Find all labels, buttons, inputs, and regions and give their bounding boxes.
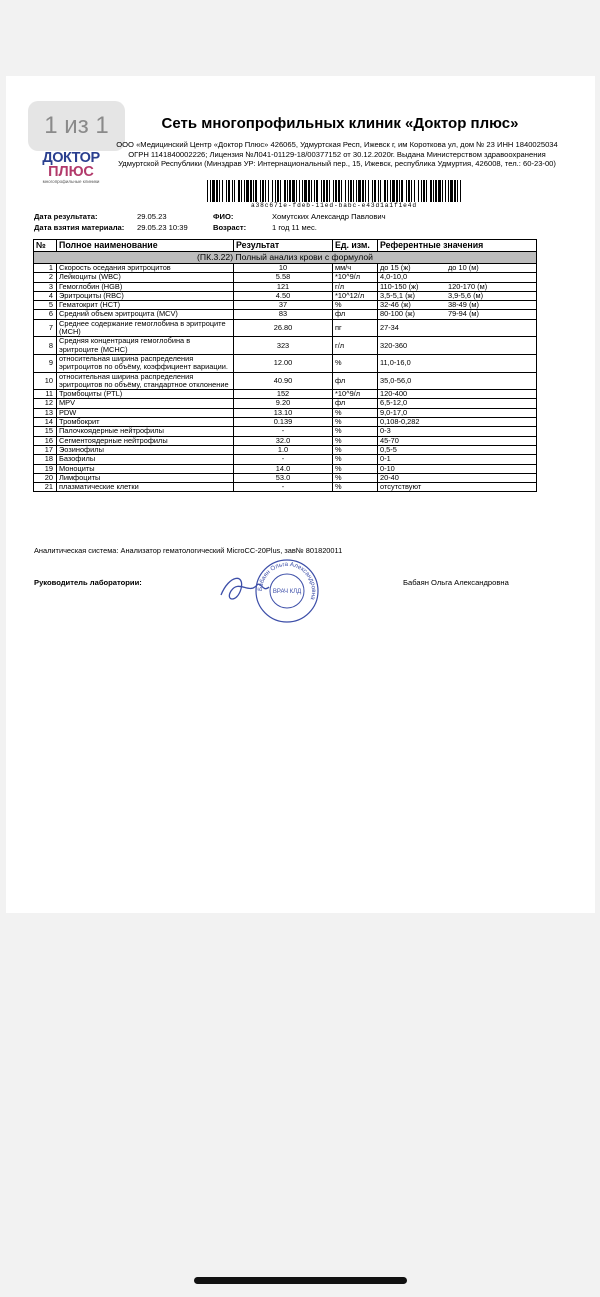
barcode-bar bbox=[316, 180, 318, 202]
row-number: 7 bbox=[34, 319, 57, 337]
table-row bbox=[34, 445, 537, 454]
reference-value: 6,5-12,0 bbox=[380, 398, 408, 408]
row-result: 4.50 bbox=[234, 291, 333, 300]
section-row bbox=[34, 252, 537, 264]
row-unit: мм/ч bbox=[333, 264, 378, 273]
row-number: 13 bbox=[34, 408, 57, 417]
barcode-bar bbox=[448, 180, 449, 202]
barcode-bar bbox=[212, 180, 215, 202]
reference-value: 0-1 bbox=[380, 454, 391, 464]
age-label: Возраст: bbox=[213, 223, 247, 232]
row-name: Тромбокрит bbox=[57, 418, 234, 427]
barcode-bar bbox=[460, 180, 461, 202]
barcode-bar bbox=[289, 180, 291, 202]
table-row bbox=[34, 310, 537, 319]
row-result: 10 bbox=[234, 264, 333, 273]
results-table bbox=[33, 239, 537, 492]
barcode-bar bbox=[442, 180, 443, 202]
row-reference bbox=[378, 445, 537, 454]
barcode-bar bbox=[348, 180, 349, 202]
barcode-bar bbox=[244, 180, 245, 202]
barcode-bar bbox=[246, 180, 249, 202]
row-number: 10 bbox=[34, 372, 57, 390]
barcode-bar bbox=[311, 180, 312, 202]
barcode-bar bbox=[329, 180, 330, 202]
row-name: MPV bbox=[57, 399, 234, 408]
barcode-bar bbox=[384, 180, 386, 202]
reference-value-secondary: 38-49 (м) bbox=[448, 300, 479, 310]
reference-value: 80-100 (ж) bbox=[380, 309, 415, 319]
row-reference bbox=[378, 301, 537, 310]
row-unit: % bbox=[333, 445, 378, 454]
barcode-bar bbox=[335, 180, 337, 202]
barcode-bar bbox=[365, 180, 366, 202]
lab-head-label: Руководитель лаборатории: bbox=[34, 578, 142, 587]
row-name: Моноциты bbox=[57, 464, 234, 473]
table-row bbox=[34, 408, 537, 417]
row-number: 9 bbox=[34, 354, 57, 372]
row-unit: % bbox=[333, 483, 378, 492]
reference-value: 4,0-10,0 bbox=[380, 272, 408, 282]
table-row bbox=[34, 337, 537, 355]
reference-value-secondary: 79-94 (м) bbox=[448, 309, 479, 319]
barcode-bar bbox=[345, 180, 346, 202]
barcode-bar bbox=[302, 180, 303, 202]
barcode-bar bbox=[411, 180, 412, 202]
row-result: 152 bbox=[234, 390, 333, 399]
barcode-bar bbox=[272, 180, 273, 202]
row-name: Сегментоядерные нейтрофилы bbox=[57, 436, 234, 445]
row-reference bbox=[378, 464, 537, 473]
row-number: 20 bbox=[34, 473, 57, 482]
section-title: (ПК.3.22) Полный анализ крови с формулой bbox=[34, 252, 537, 264]
row-result: 1.0 bbox=[234, 445, 333, 454]
barcode-bar bbox=[299, 180, 300, 202]
reference-value: 27-34 bbox=[380, 322, 399, 332]
row-unit: фл bbox=[333, 372, 378, 390]
table-row bbox=[34, 436, 537, 445]
barcode-bar bbox=[296, 180, 297, 202]
barcode-bar bbox=[457, 180, 458, 202]
result-date-label: Дата результата: bbox=[34, 212, 98, 221]
reference-value: 9,0-17,0 bbox=[380, 408, 408, 417]
row-unit: % bbox=[333, 455, 378, 464]
barcode-bar bbox=[253, 180, 254, 202]
barcode-bar bbox=[362, 180, 364, 202]
row-result: 13.10 bbox=[234, 408, 333, 417]
logo-line1: ДОКТОР bbox=[42, 150, 100, 166]
col-header-number: № bbox=[34, 240, 57, 252]
row-reference bbox=[378, 455, 537, 464]
barcode-bar bbox=[392, 180, 395, 202]
reference-value-secondary: 120-170 (м) bbox=[448, 282, 488, 291]
row-number: 14 bbox=[34, 418, 57, 427]
barcode-bar bbox=[314, 180, 315, 202]
row-unit: % bbox=[333, 408, 378, 417]
barcode-bar bbox=[356, 180, 357, 202]
barcode-bar bbox=[260, 180, 261, 202]
row-result: 37 bbox=[234, 301, 333, 310]
row-reference bbox=[378, 399, 537, 408]
barcode-bar bbox=[435, 180, 437, 202]
row-reference bbox=[378, 372, 537, 390]
barcode-bar bbox=[222, 180, 223, 202]
barcode-bar bbox=[255, 180, 257, 202]
col-header-unit: Ед. изм. bbox=[333, 240, 378, 252]
row-name: Средняя концентрация гемоглобина в эритроците (MCHC) bbox=[57, 337, 234, 355]
barcode-bar bbox=[228, 180, 230, 202]
barcode-bar bbox=[423, 180, 425, 202]
row-number: 19 bbox=[34, 464, 57, 473]
barcode-bar bbox=[372, 180, 373, 202]
row-number: 18 bbox=[34, 455, 57, 464]
barcode-bar bbox=[353, 180, 354, 202]
row-result: 0.139 bbox=[234, 418, 333, 427]
reference-value: 320-360 bbox=[380, 340, 408, 350]
barcode-bar bbox=[265, 180, 266, 202]
barcode-bar bbox=[426, 180, 427, 202]
barcode-bar bbox=[408, 180, 410, 202]
table-row bbox=[34, 264, 537, 273]
barcode-bar bbox=[210, 180, 211, 202]
row-name: Среднее содержание гемоглобина в эритроците (MCH) bbox=[57, 319, 234, 337]
table-row bbox=[34, 372, 537, 390]
row-unit: % bbox=[333, 464, 378, 473]
reference-value-secondary: до 10 (м) bbox=[448, 263, 479, 272]
barcode-bar bbox=[292, 180, 295, 202]
row-number: 4 bbox=[34, 291, 57, 300]
barcode-bar bbox=[368, 180, 369, 202]
row-name: Скорость оседания эритроцитов bbox=[57, 264, 234, 273]
table-row bbox=[34, 390, 537, 399]
row-reference bbox=[378, 291, 537, 300]
barcode-bar bbox=[438, 180, 441, 202]
row-name: Гемоглобин (HGB) bbox=[57, 282, 234, 291]
table-row bbox=[34, 301, 537, 310]
stamp-ring-text: Бабаян Ольга Александровна bbox=[256, 560, 318, 601]
reference-value: 32-46 (ж) bbox=[380, 300, 411, 310]
table-row bbox=[34, 455, 537, 464]
col-header-result: Результат bbox=[234, 240, 333, 252]
row-unit: фл bbox=[333, 310, 378, 319]
barcode-bar bbox=[445, 180, 446, 202]
row-result: 5.58 bbox=[234, 273, 333, 282]
reference-value: 0,5-5 bbox=[380, 445, 397, 454]
row-number: 8 bbox=[34, 337, 57, 355]
row-reference bbox=[378, 319, 537, 337]
reference-value: 20-40 bbox=[380, 473, 399, 482]
row-name: плазматические клетки bbox=[57, 483, 234, 492]
row-result: 53.0 bbox=[234, 473, 333, 482]
row-name: Эритроциты (RBC) bbox=[57, 291, 234, 300]
row-reference bbox=[378, 310, 537, 319]
barcode-bar bbox=[399, 180, 400, 202]
row-reference bbox=[378, 282, 537, 291]
row-name: Лейкоциты (WBC) bbox=[57, 273, 234, 282]
row-number: 17 bbox=[34, 445, 57, 454]
reference-value: 3,5-5,1 (ж) bbox=[380, 291, 415, 300]
row-name: Тромбоциты (PTL) bbox=[57, 390, 234, 399]
reference-value: 45-70 bbox=[380, 436, 399, 445]
row-reference bbox=[378, 354, 537, 372]
row-unit: % bbox=[333, 301, 378, 310]
row-result: 26.80 bbox=[234, 319, 333, 337]
barcode-bar bbox=[277, 180, 279, 202]
reference-value: 11,0-16,0 bbox=[380, 358, 411, 368]
row-unit: % bbox=[333, 473, 378, 482]
row-unit: пг bbox=[333, 319, 378, 337]
row-result: 12.00 bbox=[234, 354, 333, 372]
col-header-name: Полное наименование bbox=[57, 240, 234, 252]
barcode-bar bbox=[414, 180, 415, 202]
reference-value: до 15 (ж) bbox=[380, 263, 411, 272]
row-unit: % bbox=[333, 354, 378, 372]
barcode-bar bbox=[238, 180, 240, 202]
reference-value: отсутствуют bbox=[380, 482, 422, 492]
row-reference bbox=[378, 390, 537, 399]
barcode-bar bbox=[326, 180, 328, 202]
row-unit: *10^9/л bbox=[333, 390, 378, 399]
row-reference bbox=[378, 436, 537, 445]
barcode-bar bbox=[250, 180, 252, 202]
row-result: 323 bbox=[234, 337, 333, 355]
row-result: 14.0 bbox=[234, 464, 333, 473]
org-info: ООО «Медицинский Центр «Доктор Плюс» 426065, Удмуртская Респ, Ижевск г, им Короткова ул, дом № 23 ИНН 1840025034 ОГРН 1141840002226; Лицензия №Л041-01129-18/00377152 от 30.12.2020г. Выдана Министерством здравоохранения Удмуртской Республики (Минздрав УР: Интернациональный пер., 15, Ижевск, республика Удмуртия, 426008, тел.: 60-23-00) bbox=[116, 140, 558, 169]
row-number: 2 bbox=[34, 273, 57, 282]
row-name: относительная ширина распределения эритроцитов по объёму, стандартное отклонение bbox=[57, 372, 234, 390]
barcode-bar bbox=[454, 180, 456, 202]
row-result: 121 bbox=[234, 282, 333, 291]
barcode-bar bbox=[219, 180, 220, 202]
barcode-bar bbox=[387, 180, 388, 202]
row-unit: фл bbox=[333, 399, 378, 408]
row-reference bbox=[378, 337, 537, 355]
table-row bbox=[34, 282, 537, 291]
table-row bbox=[34, 483, 537, 492]
table-row bbox=[34, 399, 537, 408]
row-reference bbox=[378, 418, 537, 427]
row-number: 6 bbox=[34, 310, 57, 319]
reference-value: 120-400 bbox=[380, 389, 408, 399]
row-unit: % bbox=[333, 427, 378, 436]
barcode-bar bbox=[358, 180, 361, 202]
barcode-bar bbox=[304, 180, 307, 202]
row-number: 11 bbox=[34, 390, 57, 399]
reference-value: 0-10 bbox=[380, 464, 395, 473]
table-row bbox=[34, 473, 537, 482]
barcode-bar bbox=[421, 180, 422, 202]
row-reference bbox=[378, 273, 537, 282]
barcode-bar bbox=[207, 180, 208, 202]
barcode-bar bbox=[308, 180, 310, 202]
row-name: Базофилы bbox=[57, 455, 234, 464]
row-name: PDW bbox=[57, 408, 234, 417]
clinic-logo bbox=[38, 151, 104, 185]
barcode-bar bbox=[390, 180, 391, 202]
barcode-bar bbox=[284, 180, 286, 202]
barcode-bar bbox=[350, 180, 352, 202]
barcode-bar bbox=[396, 180, 398, 202]
page-counter: 1 из 1 bbox=[28, 101, 125, 151]
result-date: 29.05.23 bbox=[137, 212, 167, 221]
row-reference bbox=[378, 483, 537, 492]
table-row bbox=[34, 464, 537, 473]
lab-head-name: Бабаян Ольга Александровна bbox=[403, 578, 509, 587]
table-row bbox=[34, 291, 537, 300]
age: 1 год 11 мес. bbox=[272, 223, 317, 232]
row-number: 16 bbox=[34, 436, 57, 445]
fio: Хомутских Александр Павлович bbox=[272, 212, 386, 221]
table-row bbox=[34, 427, 537, 436]
row-name: Лимфоциты bbox=[57, 473, 234, 482]
row-result: - bbox=[234, 483, 333, 492]
table-row bbox=[34, 319, 537, 337]
row-number: 21 bbox=[34, 483, 57, 492]
row-name: Эозинофилы bbox=[57, 445, 234, 454]
row-reference bbox=[378, 473, 537, 482]
barcode-bar bbox=[241, 180, 242, 202]
row-unit: г/л bbox=[333, 337, 378, 355]
row-number: 3 bbox=[34, 282, 57, 291]
barcode-text: a38c671e-fdeb-11ed-babc-e43d1a1f1e4d bbox=[250, 202, 418, 209]
row-number: 12 bbox=[34, 399, 57, 408]
barcode-bar bbox=[232, 180, 233, 202]
barcode-bar bbox=[338, 180, 340, 202]
row-reference bbox=[378, 408, 537, 417]
home-indicator[interactable] bbox=[194, 1277, 407, 1284]
logo-subtitle: многопрофильные клиники bbox=[42, 179, 100, 184]
doctor-stamp bbox=[215, 555, 325, 627]
row-number: 5 bbox=[34, 301, 57, 310]
row-unit: г/л bbox=[333, 282, 378, 291]
barcode-bar bbox=[321, 180, 322, 202]
sample-date: 29.05.23 10:39 bbox=[137, 223, 188, 232]
barcode-bar bbox=[406, 180, 407, 202]
analyzer-note: Аналитическая система: Анализатор гематологический MicroCC-20Plus, зав№ 801820011 bbox=[34, 546, 343, 555]
row-result: 40.90 bbox=[234, 372, 333, 390]
col-header-reference: Референтные значения bbox=[378, 240, 537, 252]
barcode-bar bbox=[287, 180, 288, 202]
row-name: Палочкоядерные нейтрофилы bbox=[57, 427, 234, 436]
reference-value: 0,108-0,282 bbox=[380, 417, 420, 427]
row-unit: *10^12/л bbox=[333, 291, 378, 300]
row-result: 32.0 bbox=[234, 436, 333, 445]
barcode-bar bbox=[374, 180, 376, 202]
barcode-bar bbox=[234, 180, 235, 202]
barcode-bar bbox=[268, 180, 269, 202]
barcode-bar bbox=[262, 180, 264, 202]
reference-value: 110-150 (ж) bbox=[380, 282, 419, 291]
row-name: относительная ширина распределения эритроцитов по объёму, коэффициент вариации. bbox=[57, 354, 234, 372]
reference-value: 35,0-56,0 bbox=[380, 375, 412, 385]
row-result: - bbox=[234, 427, 333, 436]
barcode-bar bbox=[450, 180, 453, 202]
logo-line2: ПЛЮС bbox=[48, 164, 94, 180]
barcode-bar bbox=[226, 180, 227, 202]
row-name: Гематокрит (HCT) bbox=[57, 301, 234, 310]
sample-date-label: Дата взятия материала: bbox=[34, 223, 125, 232]
barcode-bar bbox=[341, 180, 342, 202]
reference-value: 0-3 bbox=[380, 426, 391, 436]
barcode-bar bbox=[280, 180, 281, 202]
barcode-bar bbox=[378, 180, 379, 202]
stamp-center-text: ВРАЧ КЛД bbox=[272, 589, 302, 595]
document-title: Сеть многопрофильных клиник «Доктор плюс» bbox=[161, 115, 519, 132]
table-row bbox=[34, 354, 537, 372]
row-result: - bbox=[234, 455, 333, 464]
barcode-bar bbox=[430, 180, 432, 202]
table-row bbox=[34, 273, 537, 282]
table-header-row bbox=[34, 240, 537, 252]
barcode-bar bbox=[401, 180, 403, 202]
barcode-bar bbox=[323, 180, 325, 202]
row-result: 83 bbox=[234, 310, 333, 319]
barcode bbox=[207, 180, 461, 202]
row-name: Средний объем эритроцита (MCV) bbox=[57, 310, 234, 319]
row-number: 1 bbox=[34, 264, 57, 273]
barcode-bar bbox=[275, 180, 276, 202]
row-reference bbox=[378, 427, 537, 436]
reference-value-secondary: 3,9-5,6 (м) bbox=[448, 291, 484, 300]
row-number: 15 bbox=[34, 427, 57, 436]
barcode-bar bbox=[418, 180, 419, 202]
row-reference bbox=[378, 264, 537, 273]
barcode-bar bbox=[333, 180, 334, 202]
row-unit: % bbox=[333, 436, 378, 445]
table-row bbox=[34, 418, 537, 427]
barcode-bar bbox=[216, 180, 218, 202]
row-unit: % bbox=[333, 418, 378, 427]
barcode-bar bbox=[380, 180, 381, 202]
fio-label: ФИО: bbox=[213, 212, 234, 221]
row-unit: *10^9/л bbox=[333, 273, 378, 282]
barcode-bar bbox=[433, 180, 434, 202]
row-result: 9.20 bbox=[234, 399, 333, 408]
